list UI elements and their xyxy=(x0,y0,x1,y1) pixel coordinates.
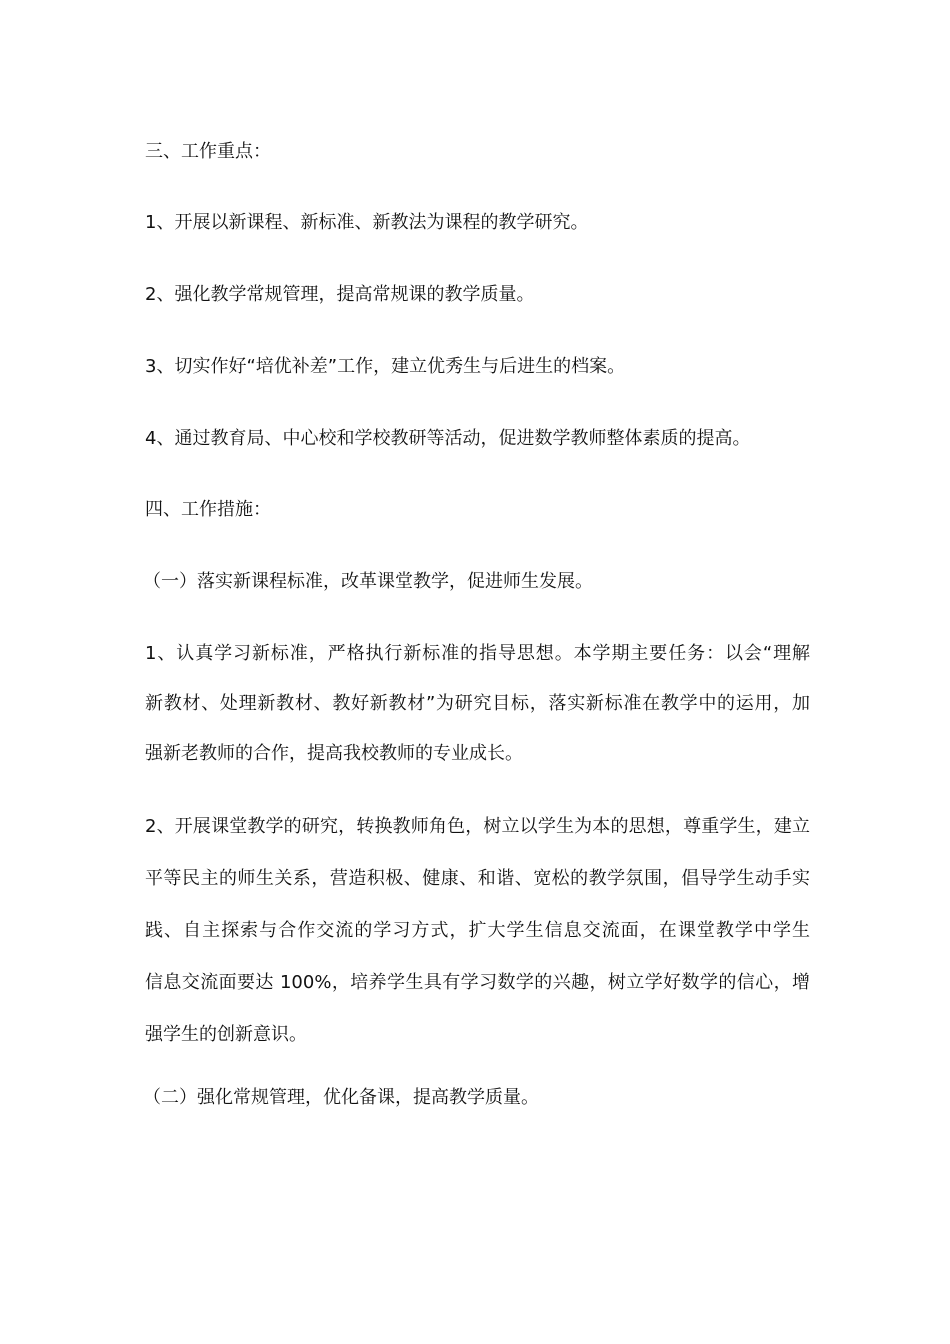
measure-2-paragraph xyxy=(145,814,810,1048)
heading-work-measures: 四、工作措施： xyxy=(145,499,271,520)
measure-2-line: 践、自主探索与合作交流的学习方式，扩大学生信息交流面，在课堂教学中学生 xyxy=(145,920,810,941)
focus-item-2: 2、强化教学常规管理，提高常规课的教学质量。 xyxy=(145,284,535,305)
measure-2-line: 2、开展课堂教学的研究，转换教师角色，树立以学生为本的思想，尊重学生，建立 xyxy=(145,816,810,837)
measure-2-line: 平等民主的师生关系，营造积极、健康、和谐、宽松的教学氛围，倡导学生动手实 xyxy=(145,868,810,889)
focus-item-3: 3、切实作好“培优补差”工作，建立优秀生与后进生的档案。 xyxy=(145,356,626,377)
section-2-title: （二）强化常规管理，优化备课，提高教学质量。 xyxy=(143,1087,539,1108)
focus-item-1: 1、开展以新课程、新标准、新教法为课程的教学研究。 xyxy=(145,212,589,233)
measure-2-line: 信息交流面要达 100%，培养学生具有学习数学的兴趣，树立学好数学的信心，增 xyxy=(145,972,810,993)
heading-work-focus: 三、工作重点： xyxy=(145,141,271,162)
measure-1-line: 强新老教师的合作，提高我校教师的专业成长。 xyxy=(145,743,523,764)
focus-item-4: 4、通过教育局、中心校和学校教研等活动，促进数学教师整体素质的提高。 xyxy=(145,428,751,449)
measure-1-line: 1、认真学习新标准，严格执行新标准的指导思想。本学期主要任务：以会“理解 xyxy=(145,643,810,664)
measure-1-paragraph xyxy=(145,641,810,767)
section-1-title: （一）落实新课程标准，改革课堂教学，促进师生发展。 xyxy=(143,571,593,592)
measure-2-line: 强学生的创新意识。 xyxy=(145,1024,307,1045)
measure-1-line: 新教材、处理新教材、教好新教材”为研究目标，落实新标准在教学中的运用，加 xyxy=(145,693,810,714)
